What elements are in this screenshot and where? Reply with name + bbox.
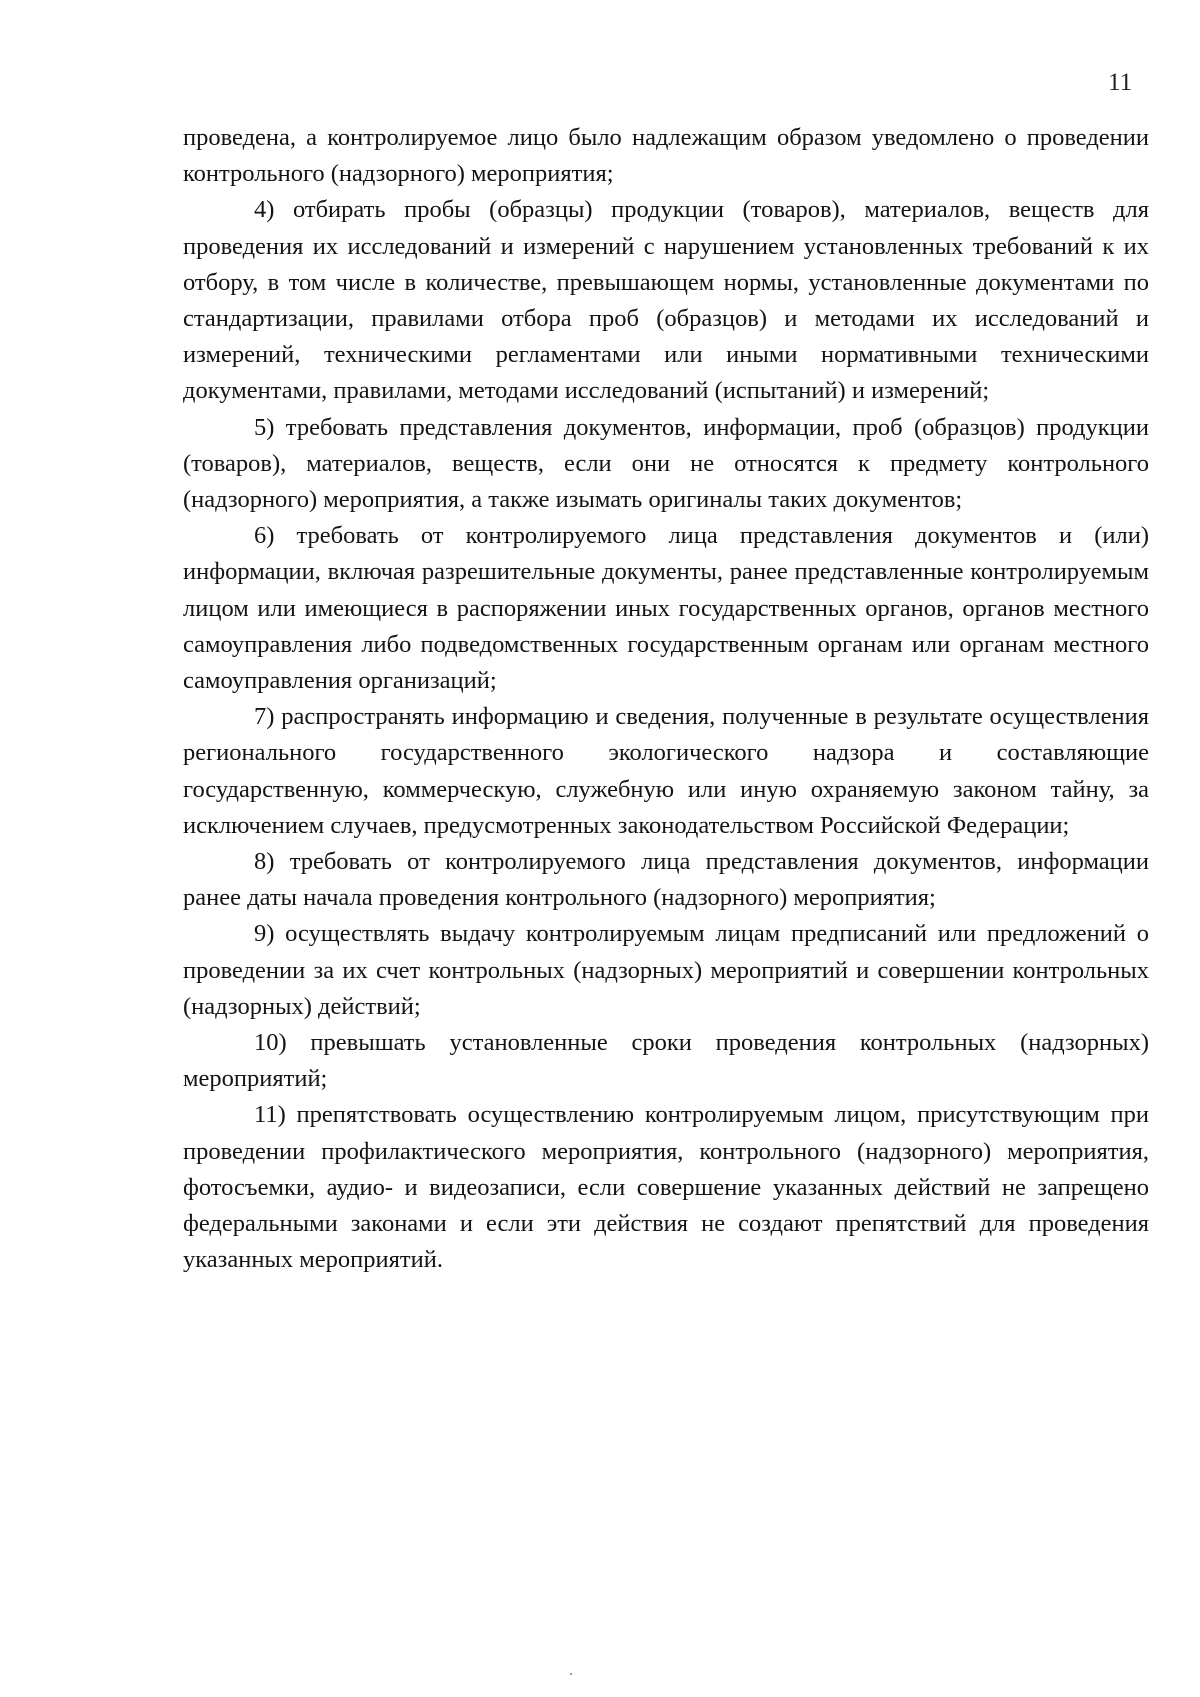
- list-item-11: 11) препятствовать осуществлению контролируемым лицом, присутствующим при проведении профилактического мероприятия, контрольного (надзорного) мероприятия, фотосъемки, аудио- и видеозаписи, если совершение указанных действий не запрещено федеральными законами и если эти действия не создают препятствий для проведения указанных мероприятий.: [183, 1101, 1149, 1274]
- list-item-4: 4) отбирать пробы (образцы) продукции (товаров), материалов, веществ для проведения их исследований и измерений с нарушением установленных требований к их отбору, в том числе в количестве, превышающем нормы, установленные документами по стандартизации, правилами отбора проб (образцов) и методами их исследований и измерений, техническими регламентами или иными нормативными техническими документами, правилами, методами исследований (испытаний) и измерений;: [183, 196, 1149, 405]
- list-item-6: 6) требовать от контролируемого лица представления документов и (или) информации, включая разрешительные документы, ранее представленные контролируемым лицом или имеющиеся в распоряжении иных государственных органов, органов местного самоуправления либо подведомственных государственным органам или органам местного самоуправления организаций;: [183, 522, 1149, 695]
- paragraph-continuation: проведена, а контролируемое лицо было надлежащим образом уведомлено о проведении контрольного (надзорного) мероприятия;: [183, 124, 1149, 188]
- scan-speck: [570, 1673, 572, 1675]
- page-number: 11: [1108, 69, 1133, 96]
- list-item-7: 7) распространять информацию и сведения, полученные в результате осуществления регионального государственного экологического надзора и составляющие государственную, коммерческую, служебную или иную охраняемую законом тайну, за исключением случаев, предусмотренных законодательством Российской Федерации;: [183, 703, 1149, 839]
- document-body: [183, 120, 1149, 1279]
- list-item-10: 10) превышать установленные сроки проведения контрольных (надзорных) мероприятий;: [183, 1029, 1149, 1093]
- list-item-5: 5) требовать представления документов, информации, проб (образцов) продукции (товаров), материалов, веществ, если они не относятся к предмету контрольного (надзорного) мероприятия, а также изымать оригиналы таких документов;: [183, 413, 1149, 514]
- list-item-8: 8) требовать от контролируемого лица представления документов, информации ранее даты начала проведения контрольного (надзорного) мероприятия;: [183, 848, 1149, 912]
- list-item-9: 9) осуществлять выдачу контролируемым лицам предписаний или предложений о проведении за их счет контрольных (надзорных) мероприятий и совершении контрольных (надзорных) действий;: [183, 920, 1149, 1020]
